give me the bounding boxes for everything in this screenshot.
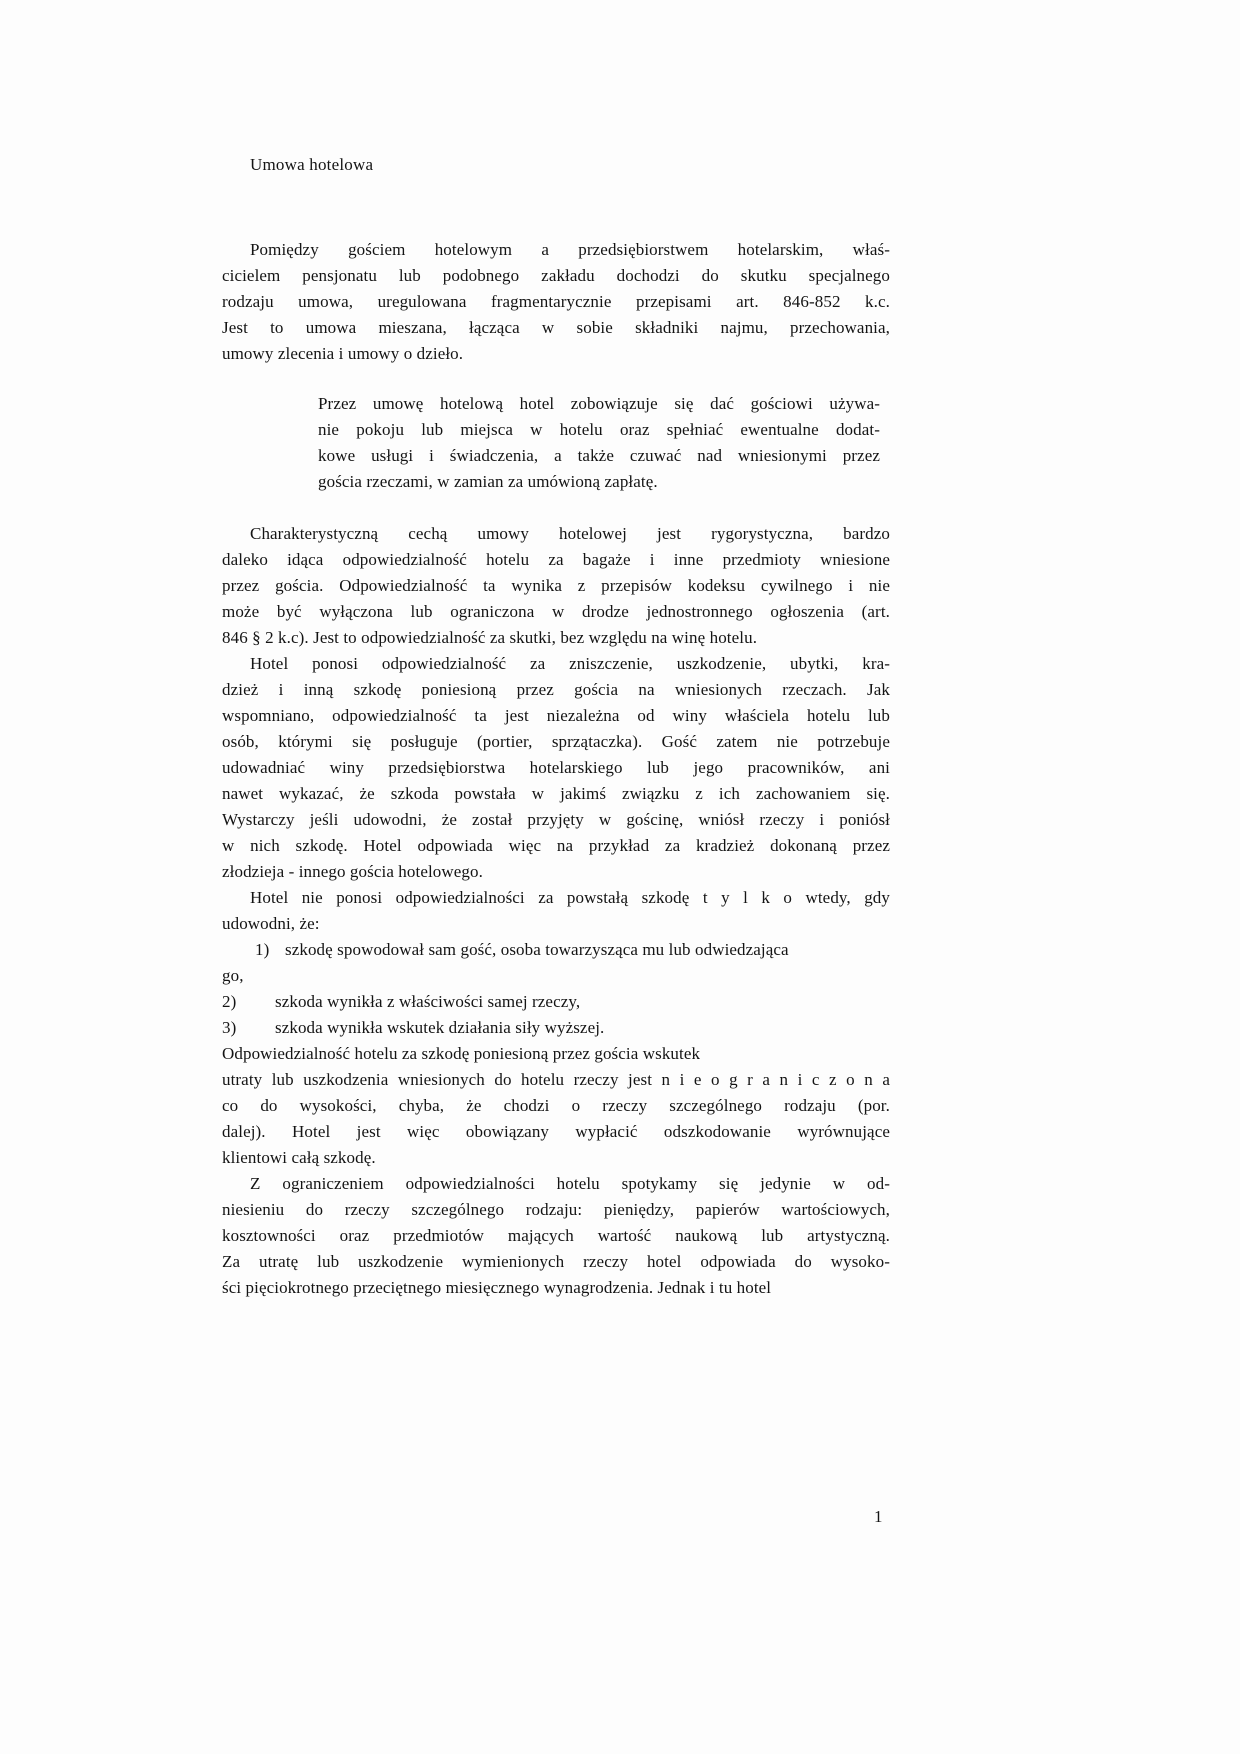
liability-paragraph [222,521,890,651]
text-line: Jest to umowa mieszana, łącząca w sobie składniki najmu, przechowania, [222,318,890,337]
text-line: kowe usługi i świadczenia, a także czuwać nad wniesionymi przez [318,446,880,465]
list-number: 2) [222,992,237,1011]
text-line: dalej). Hotel jest więc obowiązany wypłacić odszkodowanie wyrównujące [222,1122,890,1141]
text-line: utraty lub uszkodzenia wniesionych do hotelu rzeczy jest n i e o g r a n i c z o n a [222,1070,890,1089]
definition-quote [318,391,880,495]
text-line: nie pokoju lub miejsca w hotelu oraz spełniać ewentualne dodat- [318,420,880,439]
text-line: gościa rzeczami, w zamian za umówioną zapłatę. [318,472,658,491]
text-line: Pomiędzy gościem hotelowym a przedsiębiorstwem hotelarskim, właś- [250,240,890,259]
page-number: 1 [874,1507,883,1526]
text-line: w nich szkodę. Hotel odpowiada więc na przykład za kradzież dokonaną przez [222,836,890,855]
unlimited-liability-paragraph [222,1041,890,1171]
limitation-paragraph [222,1171,890,1301]
intro-paragraph [222,237,890,367]
text-line: Odpowiedzialność hotelu za szkodę poniesioną przez gościa wskutek [222,1044,701,1063]
text-line: wspomniano, odpowiedzialność ta jest niezależna od winy właściela hotelu lub [222,706,890,725]
text-line: 3) szkoda wynikła wskutek działania siły wyższej. [222,1015,890,1041]
text-line: udowodni, że: [222,914,320,933]
text-line: 1) szkodę spowodował sam gość, osoba towarzysząca mu lub odwiedzająca [222,937,890,963]
text-line: klientowi całą szkodę. [222,1148,376,1167]
text-line: daleko idąca odpowiedzialność hotelu za bagaże i inne przedmioty wniesione [222,550,890,569]
text-line: Z ograniczeniem odpowiedzialności hotelu spotykamy się jedynie w od- [250,1174,890,1193]
text-line: udowadniać winy przedsiębiorstwa hotelarskiego lub jego pracowników, ani [222,758,890,777]
exclusion-list [222,937,890,1041]
text-line: umowy zlecenia i umowy o dzieło. [222,344,464,363]
list-number: 3) [222,1018,237,1037]
list-number: 1) [255,940,270,959]
exclusion-paragraph [222,885,890,937]
text-line: co do wysokości, chyba, że chodzi o rzeczy szczególnego rodzaju (por. [222,1096,890,1115]
document-content [222,152,890,1301]
document-title: Umowa hotelowa [250,155,374,174]
damage-paragraph [222,651,890,885]
text-line: Wystarczy jeśli udowodni, że został przyjęty w gościnę, wniósł rzeczy i poniósł [222,810,890,829]
text-line: Przez umowę hotelową hotel zobowiązuje się dać gościowi używa- [318,394,880,413]
text-line: rodzaju umowa, uregulowana fragmentarycznie przepisami art. 846-852 k.c. [222,292,890,311]
text-line: nawet wykazać, że szkoda powstała w jakimś związku z ich zachowaniem się. [222,784,890,803]
text-line: Hotel ponosi odpowiedzialność za zniszczenie, uszkodzenie, ubytki, kra- [250,654,890,673]
text-line: kosztowności oraz przedmiotów mających wartość naukową lub artystyczną. [222,1226,890,1245]
text-line: Charakterystyczną cechą umowy hotelowej jest rygorystyczna, bardzo [250,524,890,543]
text-line: złodzieja - innego gościa hotelowego. [222,862,483,881]
text-line: Za utratę lub uszkodzenie wymienionych rzeczy hotel odpowiada do wysoko- [222,1252,890,1271]
text-line: niesieniu do rzeczy szczególnego rodzaju: pieniędzy, papierów wartościowych, [222,1200,890,1219]
text-line: ści pięciokrotnego przeciętnego miesięcznego wynagrodzenia. Jednak i tu hotel [222,1278,772,1297]
text-line: przez gościa. Odpowiedzialność ta wynika z przepisów kodeksu cywilnego i nie [222,576,890,595]
text-line: osób, którymi się posługuje (portier, sprzątaczka). Gość zatem nie potrzebuje [222,732,890,751]
text-line: cicielem pensjonatu lub podobnego zakładu dochodzi do skutku specjalnego [222,266,890,285]
text-line: Hotel nie ponosi odpowiedzialności za powstałą szkodę t y l k o wtedy, gdy [250,888,890,907]
text-line: go, [222,966,244,985]
text-line: dzież i inną szkodę poniesioną przez gościa na wniesionych rzeczach. Jak [222,680,890,699]
text-line: może być wyłączona lub ograniczona w drodze jednostronnego ogłoszenia (art. [222,602,890,621]
text-line: 2) szkoda wynikła z właściwości samej rzeczy, [222,989,890,1015]
text-line: 846 § 2 k.c). Jest to odpowiedzialność za skutki, bez względu na winę hotelu. [222,628,758,647]
